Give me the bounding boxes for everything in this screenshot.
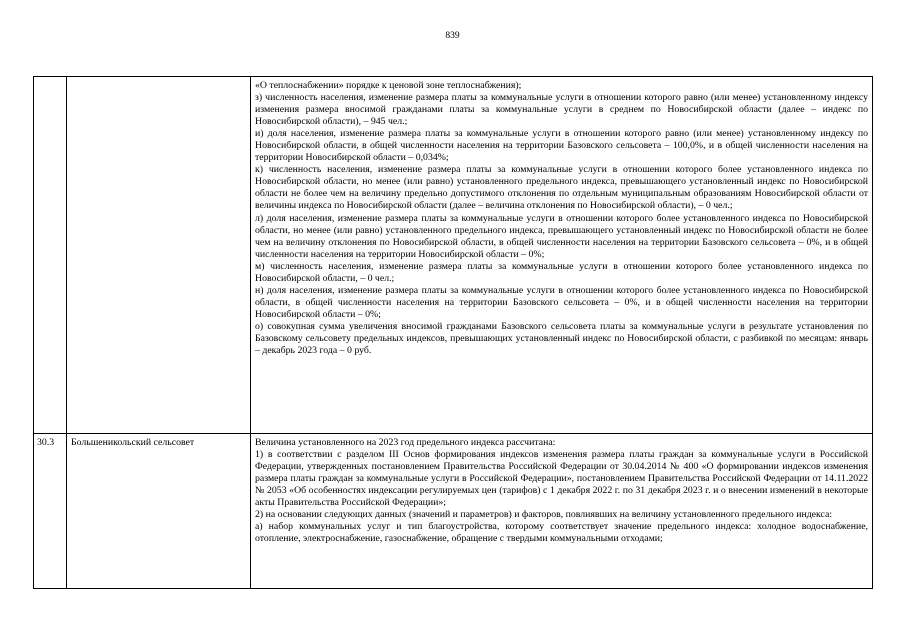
paragraph: 2) на основании следующих данных (значений и параметров) и факторов, повлиявших на величину установленного предельного индекса: xyxy=(255,509,833,521)
municipality-name-cell xyxy=(67,77,251,434)
paragraph: и) доля населения, изменение размера платы за коммунальные услуги в отношении которого равно (или менее) установленному индексу по Новосибирской области, в общей численности населения на территории Базовского сельсовета – 100,0%, и в общей численности населения на территории Новосибирской области – 0,034%; xyxy=(255,128,868,164)
paragraph: о) совокупная сумма увеличения вносимой гражданами Базовского сельсовета платы за коммунальные услуги в результате установления по Базовскому сельсовету предельных индексов, превышающих установленный индекс по Новосибирской области, с разбивкой по месяцам: январь – декабрь 2023 года – 0 руб. xyxy=(255,320,868,357)
description-cell xyxy=(251,434,873,589)
table-row xyxy=(34,434,873,589)
paragraph: м) численность населения, изменение размера платы за коммунальные услуги в отношении которого более установленного индекса по Новосибирской области, – 0 чел.; xyxy=(255,260,868,284)
paragraph: а) набор коммунальных услуг и тип благоустройства, которому соответствует значение предельного индекса: холодное водоснабжение, отопление, электроснабжение, газоснабжение, обращение с твердыми коммунальными отходами; xyxy=(255,521,868,545)
paragraph: н) доля населения, изменение размера платы за коммунальные услуги в отношении которого более установленного индекса по Новосибирской области, в общей численности населения на территории Базовского сельсовета – 0%, и в общей численности населения на территории Новосибирской области – 0%; xyxy=(255,284,868,320)
paragraph: «О теплоснабжении» порядке к ценовой зоне теплоснабжения); xyxy=(255,80,522,91)
row-number-cell xyxy=(34,77,67,434)
description-cell xyxy=(251,77,873,434)
page-number: 839 xyxy=(445,31,460,41)
paragraph: з) численность населения, изменение размера платы за коммунальные услуги в отношении которого равно (или менее) установленному индексу изменения размера вносимой гражданами платы за коммунальные услуги в среднем по Новосибирской области (далее – индекс по Новосибирской области), – 945 чел.; xyxy=(255,92,868,128)
paragraph: Величина установленного на 2023 год предельного индекса рассчитана: xyxy=(255,437,556,448)
table-row xyxy=(34,77,873,434)
row-number-cell: 30.3 xyxy=(34,434,67,589)
municipality-name-cell: Большеникольский сельсовет xyxy=(67,434,251,589)
paragraph: 1) в соответствии с разделом III Основ формирования индексов изменения размера платы граждан за коммунальные услуги в Российской Федерации, утвержденных постановлением Правительства Российской Федерации от 30.04.2014 № 400 «О формировании индексов изменения размера платы граждан за коммунальные услуги в Российской Федерации», постановлением Правительства Российской Федерации от 14.11.2022 № 2053 «Об особенностях индексации регулируемых цен (тарифов) с 1 декабря 2022 г. по 31 декабря 2023 г. и о внесении изменений в некоторые акты Правительства Российской Федерации»; xyxy=(255,449,868,509)
paragraph: л) доля населения, изменение размера платы за коммунальные услуги в отношении которого более установленного индекса по Новосибирской области, но менее (или равно) установленного предельного индекса, превышающего установленный индекс по Новосибирской области не более чем на величину отклонения по Новосибирской области, в общей численности населения на территории Базовского сельсовета – 0%, и в общей численности населения на территории Новосибирской области – 0%; xyxy=(255,212,868,260)
index-table xyxy=(33,76,873,589)
paragraph: к) численность населения, изменение размера платы за коммунальные услуги в отношении которого более установленного индекса по Новосибирской области, но менее (или равно) установленного предельного индекса, превышающего установленный индекс по Новосибирской области не более чем на величину предельно допустимого отклонения по отдельным муниципальным образованиям Новосибирской области от величины индекса по Новосибирской области (далее – величина отклонения по Новосибирской области), – 0 чел.; xyxy=(255,164,868,212)
